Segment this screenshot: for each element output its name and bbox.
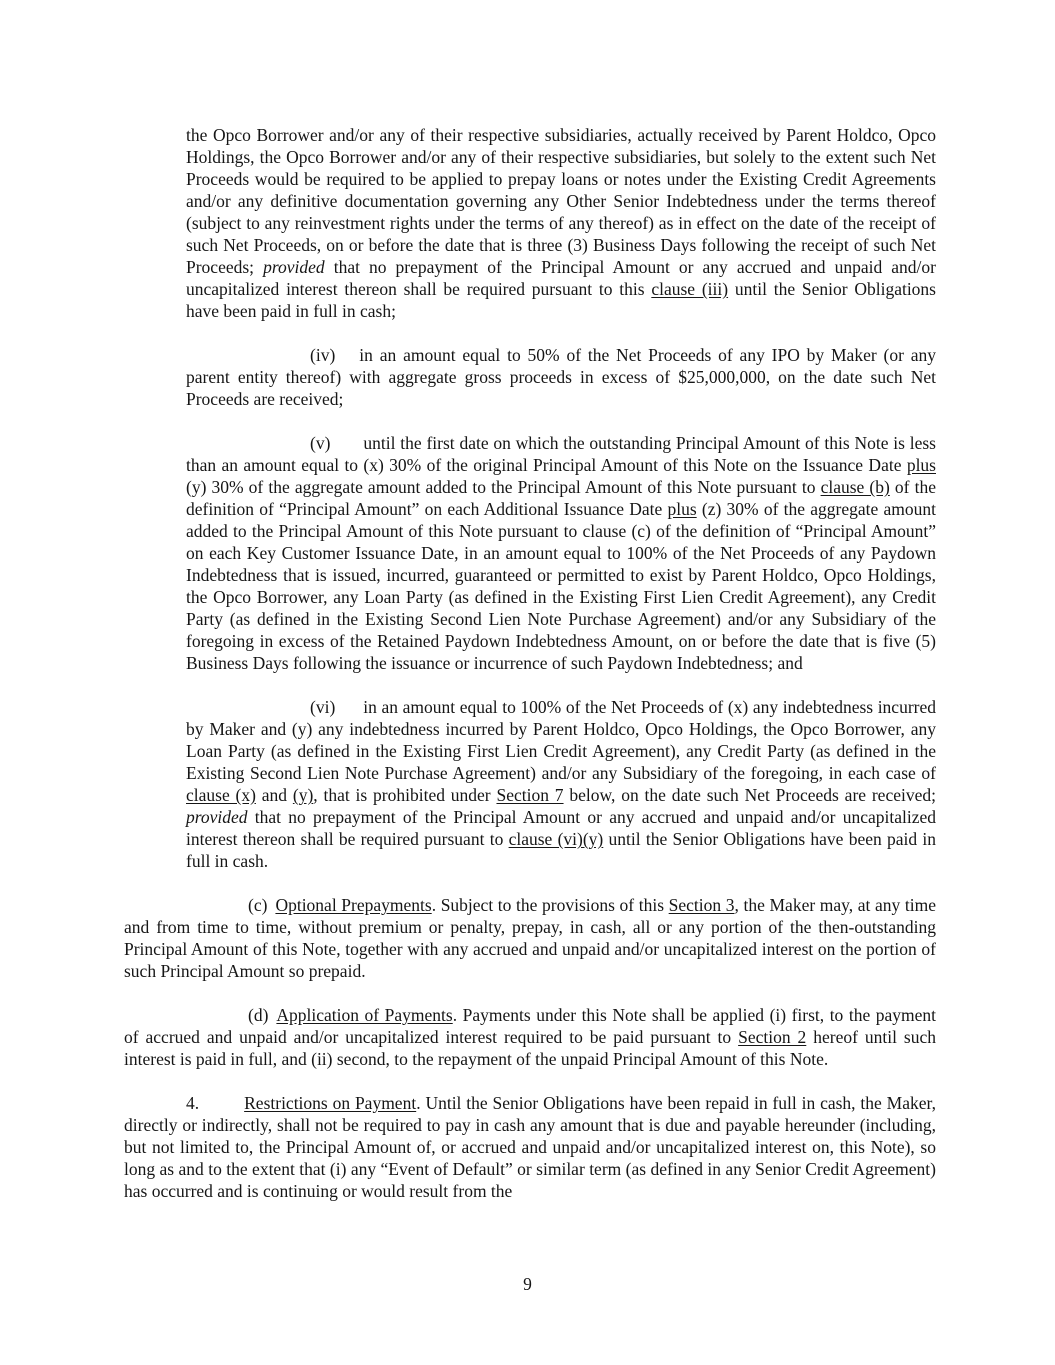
text-run: (iv): [310, 345, 336, 365]
text-run: , that is prohibited under: [313, 785, 497, 805]
text-run: (z) 30% of the aggregate amount added to the Principal Amount of this Note pursuant to clause (c) of the definition of “Principal Amount” on each Key Customer Issuance Date, in an amount equal to 100% of the Net Proceeds of any Paydown Indebtedness that is issued, incurred, guaranteed or permitted to exist by Parent Holdco, Opco Holdings, the Opco Borrower, any Loan Party (as defined in the Existing First Lien Credit Agreement), any Credit Party (as defined in the Existing Second Lien Note Purchase Agreement) and/or any Subsidiary of the foregoing in excess of the Retained Paydown Indebtedness Amount, on or before the date that is five (5) Business Days following the issuance or incurrence of such Paydown Indebtedness; and: [186, 499, 936, 673]
text-run: (y) 30% of the aggregate amount added to the Principal Amount of this Note pursuant to: [186, 477, 821, 497]
italic-text: provided: [186, 807, 248, 827]
text-run: (vi): [310, 697, 336, 717]
text-run: 4.: [186, 1093, 200, 1113]
clause-iv: [186, 344, 936, 410]
underlined-text: Section 2: [738, 1027, 807, 1047]
tab-spacer: [335, 360, 359, 361]
text-run: until the Senior Obligations have been paid in full in cash;: [186, 279, 936, 321]
text-run: that no prepayment of the Principal Amount or any accrued and unpaid and/or uncapitalized interest thereon shall be required pursuant to: [186, 807, 936, 849]
underlined-text: (y): [292, 785, 314, 805]
text-run: of the definition of “Principal Amount” on each Additional Issuance Date: [186, 477, 936, 519]
underlined-text: Section 7: [496, 785, 564, 805]
text-run: . Until the Senior Obligations have been repaid in full in cash, the Maker, directly or indirectly, shall not be required to pay in cash any amount that is due and payable hereunder (including, but not limited to, the Principal Amount of, or accrued and unpaid and/or uncapitalized interest on, this Note), so long as and to the extent that (i) any “Event of Default” or similar term (as defined in any Senior Credit Agreement) has occurred and is continuing or would result from the: [124, 1093, 936, 1201]
text-run: , the Maker may, at any time and from time to time, without premium or penalty, prepay, in cash, all or any portion of the then-outstanding Principal Amount of this Note, together with any accrued and unpaid and/or uncapitalized interest on the portion of such Principal Amount so prepaid.: [124, 895, 936, 981]
clause-v: [186, 432, 936, 674]
tab-spacer: [199, 1108, 244, 1109]
text-run: until the first date on which the outstanding Principal Amount of this Note is less than an amount equal to (x) 30% of the original Principal Amount of this Note on the Issuance Date: [186, 433, 936, 475]
section-4-restrictions-on-payment: [124, 1092, 936, 1202]
text-run: . Subject to the provisions of this: [431, 895, 669, 915]
underlined-text: Optional Prepayments: [275, 895, 432, 915]
text-run: (d): [248, 1005, 269, 1025]
underlined-text: clause (vi)(y): [508, 829, 604, 849]
text-run: . Payments under this Note shall be applied (i) first, to the payment of accrued and unpaid and/or uncapitalized interest required to be paid pursuant to: [124, 1005, 936, 1047]
underlined-text: Restrictions on Payment: [244, 1093, 417, 1113]
page-number: 9: [523, 1274, 532, 1294]
underlined-text: Section 3: [668, 895, 735, 915]
clause-iii-continuation: [186, 124, 936, 322]
text-run: below, on the date such Net Proceeds are received;: [563, 785, 936, 805]
text-run: that no prepayment of the Principal Amount or any accrued and unpaid and/or uncapitalized interest thereon shall be required pursuant to this: [186, 257, 936, 299]
text-run: in an amount equal to 50% of the Net Proceeds of any IPO by Maker (or any parent entity thereof) with aggregate gross proceeds in excess of $25,000,000, on the date such Net Proceeds are received;: [186, 345, 936, 409]
italic-text: provided: [263, 257, 325, 277]
tab-spacer: [335, 712, 363, 713]
text-run: hereof until such interest is paid in full, and (ii) second, to the repayment of the unpaid Principal Amount of this Note.: [124, 1027, 936, 1069]
text-run: in an amount equal to 100% of the Net Proceeds of (x) any indebtedness incurred by Maker and (y) any indebtedness incurred by Parent Holdco, Opco Holdings, the Opco Borrower, any Loan Party (as defined in the Existing First Lien Credit Agreement), any Credit Party (as defined in the Existing Second Lien Note Purchase Agreement) and/or any Subsidiary of the foregoing, in each case of: [186, 697, 936, 783]
underlined-text: clause (iii): [651, 279, 729, 299]
underlined-text: plus: [667, 499, 697, 519]
document-content: [124, 124, 936, 1224]
text-run: (c): [248, 895, 268, 915]
underlined-text: Application of Payments: [276, 1005, 453, 1025]
underlined-text: clause (x): [186, 785, 256, 805]
section-3c-optional-prepayments: [124, 894, 936, 982]
text-run: the Opco Borrower and/or any of their respective subsidiaries, actually received by Parent Holdco, Opco Holdings, the Opco Borrower and/or any of their respective subsidiaries, but solely to the extent such Net Proceeds would be required to be applied to prepay loans or notes under the Existing Credit Agreements and/or any definitive documentation governing any Other Senior Indebtedness under the terms thereof (subject to any reinvestment rights under the terms of any thereof) as in effect on the date of the receipt of such Net Proceeds, on or before the date that is three (3) Business Days following the receipt of such Net Proceeds;: [186, 125, 936, 277]
text-run: until the Senior Obligations have been paid in full in cash.: [186, 829, 937, 871]
clause-vi: [186, 696, 936, 872]
section-3d-application-of-payments: [124, 1004, 936, 1070]
text-run: (v): [310, 433, 331, 453]
tab-spacer: [330, 448, 363, 449]
underlined-text: clause (b): [820, 477, 890, 497]
text-run: and: [255, 785, 293, 805]
underlined-text: plus: [906, 455, 936, 475]
